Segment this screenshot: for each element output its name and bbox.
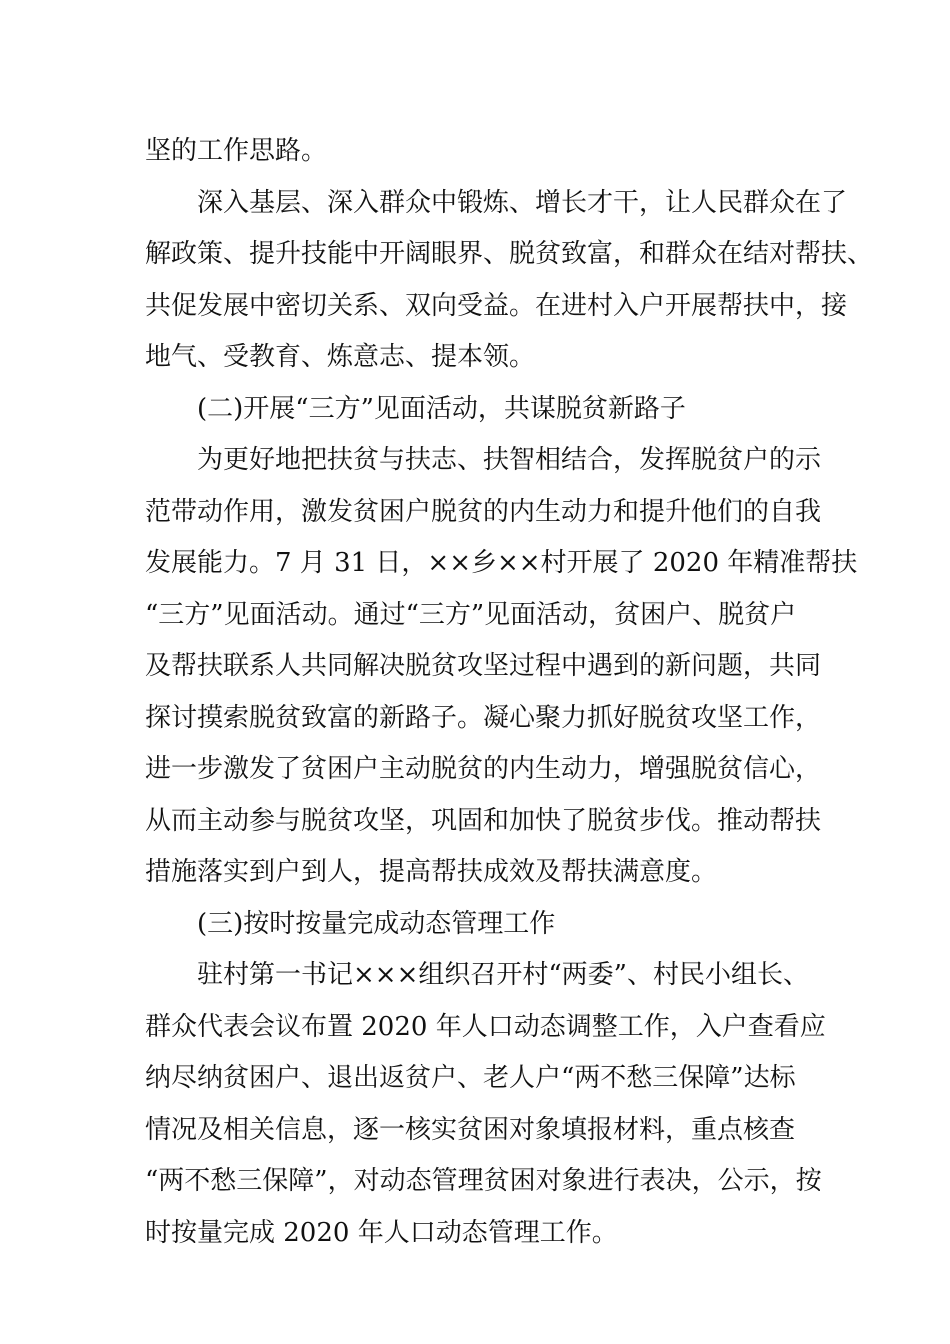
text-line: 群众代表会议布置 2020 年人口动态调整工作，入户查看应 bbox=[145, 1011, 826, 1042]
text-line: 进一步激发了贫困户主动脱贫的内生动力，增强脱贫信心， bbox=[145, 754, 822, 784]
text-line: 发展能力。7 月 31 日，××乡××村开展了 2020 年精准帮扶 bbox=[145, 548, 858, 578]
paragraph-start-line: 深入基层、深入群众中锻炼、增长才干，让人民群众在了 bbox=[197, 187, 848, 218]
text-line: 纳尽纳贫困户、退出返贫户、老人户“两不愁三保障”达标 bbox=[145, 1063, 796, 1093]
paragraph-start-line: 为更好地把扶贫与扶志、扶智相结合，发挥脱贫户的示 bbox=[197, 445, 822, 475]
paragraph-start-line: 驻村第一书记×××组织召开村“两委”、村民小组长、 bbox=[197, 960, 809, 990]
text-line: 探讨摸索脱贫致富的新路子。凝心聚力抓好脱贫攻坚工作， bbox=[145, 702, 822, 733]
text-line: 解政策、提升技能中开阔眼界、脱贫致富，和群众在结对帮扶、 bbox=[145, 239, 874, 269]
text-line: 共促发展中密切关系、双向受益。在进村入户开展帮扶中，接 bbox=[145, 290, 848, 321]
text-line: 范带动作用，激发贫困户脱贫的内生动力和提升他们的自我 bbox=[145, 496, 822, 527]
section-heading-3: (三)按时按量完成动态管理工作 bbox=[197, 908, 556, 939]
text-line: “三方”见面活动。通过“三方”见面活动，贫困户、脱贫户 bbox=[145, 599, 797, 630]
document-body bbox=[145, 126, 874, 1259]
text-line: 措施落实到户到人，提高帮扶成效及帮扶满意度。 bbox=[145, 857, 718, 887]
section-heading-2: (二)开展“三方”见面活动，共谋脱贫新路子 bbox=[197, 393, 686, 424]
text-line: 情况及相关信息，逐一核实贫困对象填报材料，重点核查 bbox=[145, 1114, 796, 1145]
text-line: 坚的工作思路。 bbox=[145, 136, 328, 166]
text-line: 从而主动参与脱贫攻坚，巩固和加快了脱贫步伐。推动帮扶 bbox=[145, 805, 822, 836]
text-line: 及帮扶联系人共同解决脱贫攻坚过程中遇到的新问题，共同 bbox=[145, 651, 822, 681]
text-line: 地气、受教育、炼意志、提本领。 bbox=[145, 342, 536, 372]
text-line: “两不愁三保障”，对动态管理贫困对象进行表决，公示，按 bbox=[145, 1166, 822, 1196]
text-line: 时按量完成 2020 年人口动态管理工作。 bbox=[145, 1217, 618, 1248]
